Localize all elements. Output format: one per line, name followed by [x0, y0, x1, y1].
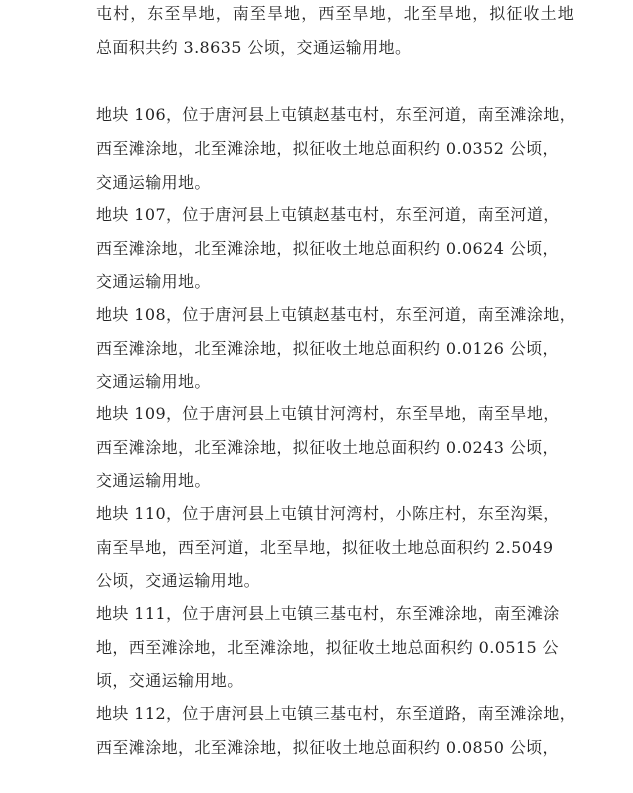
text-line: 地块 107，位于唐河县上屯镇赵基屯村，东至河道，南至河道，	[96, 205, 560, 224]
text-line: 交通运输用地。	[96, 173, 211, 192]
text-line: 交通运输用地。	[96, 471, 211, 490]
text-line: 地块 108，位于唐河县上屯镇赵基屯村，东至河道，南至滩涂地，	[96, 305, 577, 324]
text-line: 地，西至滩涂地，北至滩涂地，拟征收土地总面积约 0.0515 公	[96, 638, 559, 657]
text-line: 西至滩涂地，北至滩涂地，拟征收土地总面积约 0.0624 公顷，	[96, 239, 559, 258]
text-line: 地块 109，位于唐河县上屯镇甘河湾村，东至旱地，南至旱地，	[96, 404, 560, 423]
text-line: 地块 112，位于唐河县上屯镇三基屯村，东至道路，南至滩涂地，	[96, 704, 577, 723]
text-line: 西至滩涂地，北至滩涂地，拟征收土地总面积约 0.0243 公顷，	[96, 438, 559, 457]
text-line: 交通运输用地。	[96, 272, 211, 291]
text-line: 公顷，交通运输用地。	[96, 571, 261, 590]
text-line: 总面积共约 3.8635 公顷，交通运输用地。	[96, 38, 412, 57]
text-line: 地块 106，位于唐河县上屯镇赵基屯村，东至河道，南至滩涂地，	[96, 105, 577, 124]
text-line: 西至滩涂地，北至滩涂地，拟征收土地总面积约 0.0352 公顷，	[96, 139, 559, 158]
text-line: 地块 111，位于唐河县上屯镇三基屯村，东至滩涂地，南至滩涂	[96, 604, 560, 623]
text-line: 顷，交通运输用地。	[96, 671, 244, 690]
text-line: 南至旱地，西至河道，北至旱地，拟征收土地总面积约 2.5049	[96, 538, 554, 557]
text-line: 地块 110，位于唐河县上屯镇甘河湾村，小陈庄村，东至沟渠，	[96, 504, 560, 523]
text-line: 西至滩涂地，北至滩涂地，拟征收土地总面积约 0.0126 公顷，	[96, 339, 559, 358]
text-line: 西至滩涂地，北至滩涂地，拟征收土地总面积约 0.0850 公顷，	[96, 738, 559, 757]
text-line: 交通运输用地。	[96, 372, 211, 391]
text-line: 屯村，东至旱地，南至旱地，西至旱地，北至旱地，拟征收土地	[96, 4, 575, 23]
